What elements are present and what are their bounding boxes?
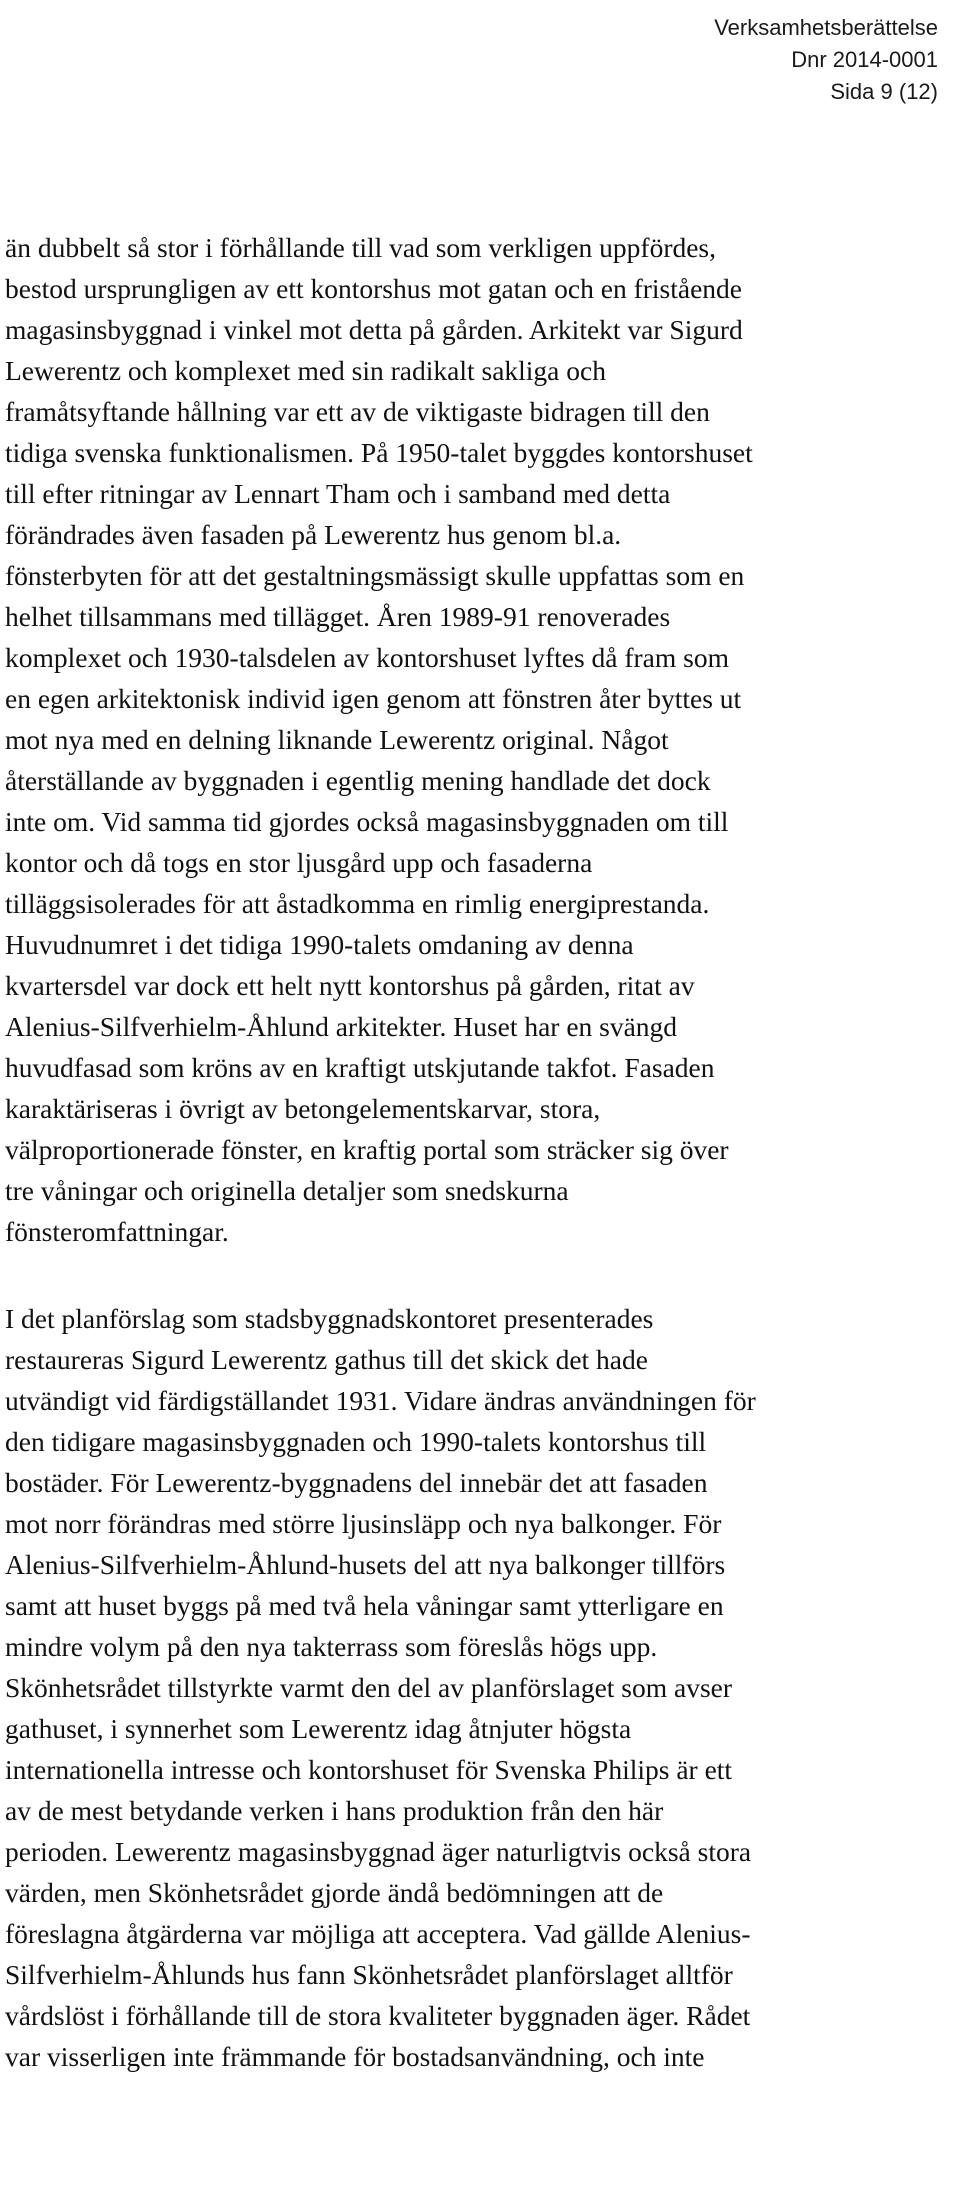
text-line: inte om. Vid samma tid gjordes också magasinsbyggnaden om till (5, 806, 729, 837)
text-line: samt att huset byggs på med två hela våningar samt ytterligare en (5, 1590, 724, 1621)
text-line: internationella intresse och kontorshuset för Svenska Philips är ett (5, 1754, 733, 1785)
text-line: Skönhetsrådet tillstyrkte varmt den del av planförslaget som avser (5, 1672, 733, 1703)
text-line: perioden. Lewerentz magasinsbyggnad äger naturligtvis också stora (5, 1836, 752, 1867)
text-line: värden, men Skönhetsrådet gjorde ändå bedömningen att de (5, 1877, 664, 1908)
paragraph-gap (5, 1252, 945, 1298)
paragraph (5, 227, 945, 1252)
text-line: fönsteromfattningar. (5, 1216, 229, 1247)
text-line: välproportionerade fönster, en kraftig portal som sträcker sig över (5, 1134, 729, 1165)
text-line: Huvudnumret i det tidiga 1990-talets omdaning av denna (5, 929, 634, 960)
text-line: Alenius-Silfverhielm-Åhlund arkitekter. Huset har en svängd (5, 1011, 678, 1042)
text-line: komplexet och 1930-talsdelen av kontorshuset lyftes då fram som (5, 642, 729, 673)
text-line: framåtsyftande hållning var ett av de viktigaste bidragen till den (5, 396, 710, 427)
text-line: magasinsbyggnad i vinkel mot detta på gården. Arkitekt var Sigurd (5, 314, 743, 345)
text-line: I det planförslag som stadsbyggnadskontoret presenterades (5, 1303, 654, 1334)
text-line: vårdslöst i förhållande till de stora kvaliteter byggnaden äger. Rådet (5, 2000, 751, 2031)
text-line: mindre volym på den nya takterrass som föreslås högs upp. (5, 1631, 658, 1662)
text-line: till efter ritningar av Lennart Tham och i samband med detta (5, 478, 671, 509)
text-line: huvudfasad som kröns av en kraftigt utskjutande takfot. Fasaden (5, 1052, 715, 1083)
text-line: fönsterbyten för att det gestaltningsmässigt skulle uppfattas som en (5, 560, 745, 591)
text-line: bestod ursprungligen av ett kontorshus mot gatan och en fristående (5, 273, 742, 304)
text-line: restaureras Sigurd Lewerentz gathus till det skick det hade (5, 1344, 648, 1375)
text-line: kontor och då togs en stor ljusgård upp och fasaderna (5, 847, 593, 878)
page-header (538, 12, 938, 108)
page-number: Sida 9 (12) (830, 79, 938, 104)
text-line: karaktäriseras i övrigt av betongelementskarvar, stora, (5, 1093, 601, 1124)
text-line: Lewerentz och komplexet med sin radikalt sakliga och (5, 355, 606, 386)
document-title: Verksamhetsberättelse (714, 15, 938, 40)
text-line: föreslagna åtgärderna var möjliga att acceptera. Vad gällde Alenius- (5, 1918, 751, 1949)
text-line: en egen arkitektonisk individ igen genom att fönstren åter byttes ut (5, 683, 742, 714)
text-line: helhet tillsammans med tillägget. Åren 1989-91 renoverades (5, 601, 671, 632)
text-line: Silfverhielm-Åhlunds hus fann Skönhetsrådet planförslaget alltför (5, 1959, 733, 1990)
text-line: återställande av byggnaden i egentlig mening handlade det dock (5, 765, 711, 796)
text-line: än dubbelt så stor i förhållande till vad som verkligen uppfördes, (5, 232, 717, 263)
paragraph (5, 1298, 945, 2077)
text-line: kvartersdel var dock ett helt nytt kontorshus på gården, ritat av (5, 970, 695, 1001)
text-line: förändrades även fasaden på Lewerentz hus genom bl.a. (5, 519, 622, 550)
text-line: var visserligen inte främmande för bostadsanvändning, och inte (5, 2041, 705, 2072)
text-line: utvändigt vid färdigställandet 1931. Vidare ändras användningen för (5, 1385, 756, 1416)
body-text (5, 227, 945, 2077)
text-line: mot norr förändras med större ljusinsläpp och nya balkonger. För (5, 1508, 722, 1539)
text-line: bostäder. För Lewerentz-byggnadens del innebär det att fasaden (5, 1467, 708, 1498)
text-line: den tidigare magasinsbyggnaden och 1990-talets kontorshus till (5, 1426, 707, 1457)
text-line: mot nya med en delning liknande Lewerentz original. Något (5, 724, 669, 755)
text-line: tilläggsisolerades för att åstadkomma en rimlig energiprestanda. (5, 888, 710, 919)
text-line: tre våningar och originella detaljer som snedskurna (5, 1175, 569, 1206)
document-number: Dnr 2014-0001 (791, 47, 938, 72)
text-line: tidiga svenska funktionalismen. På 1950-talet byggdes kontorshuset (5, 437, 753, 468)
text-line: Alenius-Silfverhielm-Åhlund-husets del att nya balkonger tillförs (5, 1549, 726, 1580)
text-line: av de mest betydande verken i hans produktion från den här (5, 1795, 664, 1826)
text-line: gathuset, i synnerhet som Lewerentz idag åtnjuter högsta (5, 1713, 632, 1744)
